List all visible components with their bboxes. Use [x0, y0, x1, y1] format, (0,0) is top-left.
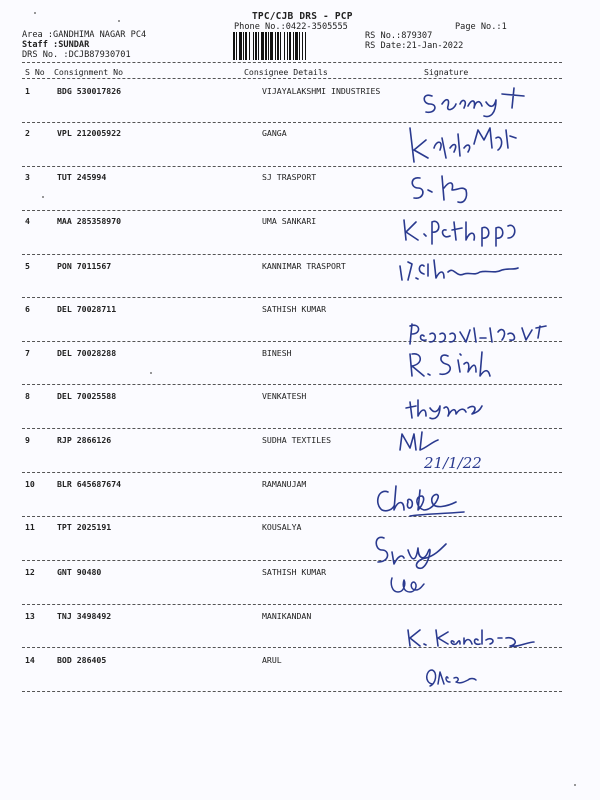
scan-speck: [150, 372, 152, 374]
row-consignee: VENKATESH: [262, 391, 307, 401]
signature-12: [388, 570, 428, 598]
row-divider: [22, 297, 562, 298]
barcode-bar: [295, 32, 298, 60]
row-sno: 13: [25, 611, 35, 621]
barcode-bar: [261, 32, 264, 60]
barcode-bar: [287, 32, 288, 60]
barcode-bar: [293, 32, 294, 60]
barcode-bar: [258, 32, 259, 60]
page-number: Page No.:1: [455, 22, 507, 32]
barcode-bar: [268, 32, 269, 60]
sheet-title: TPC/CJB DRS - PCP: [252, 11, 353, 22]
signature-9: [396, 428, 506, 474]
barcode-bar: [270, 32, 273, 60]
signature-8: [404, 392, 484, 422]
rs-date: RS Date:21-Jan-2022: [365, 41, 464, 51]
row-consignee: GANGA: [262, 128, 287, 138]
barcode-bar: [236, 32, 237, 60]
table-row: [0, 348, 600, 392]
barcode-bar: [245, 32, 247, 60]
signature-2: [400, 118, 525, 166]
row-consignee: KOUSALYA: [262, 522, 302, 532]
signature-4: [400, 212, 520, 246]
row-consignment: DEL 70028288: [57, 348, 117, 358]
scan-speck: [42, 196, 44, 198]
signature-5: [394, 252, 524, 286]
barcode: [232, 32, 358, 60]
row-sno: 12: [25, 567, 35, 577]
drs-number: DRS No. :DCJB87930701: [22, 50, 131, 60]
row-consignee: UMA SANKARI: [262, 216, 317, 226]
header-rule: [22, 78, 562, 79]
row-divider: [22, 516, 562, 517]
row-consignment: DEL 70028711: [57, 304, 117, 314]
row-consignment: BDG 530017826: [57, 86, 122, 96]
barcode-bar: [265, 32, 267, 60]
row-consignment: TNJ 3498492: [57, 611, 112, 621]
barcode-bar: [289, 32, 291, 60]
row-divider: [22, 384, 562, 385]
row-consignee: RAMANUJAM: [262, 479, 307, 489]
barcode-bar: [302, 32, 303, 60]
row-sno: 14: [25, 655, 35, 665]
barcode-bar: [249, 32, 250, 60]
row-consignee: ARUL: [262, 655, 282, 665]
signature-13: [402, 624, 542, 652]
row-consignment: GNT 90480: [57, 567, 102, 577]
col-header-consignment: Consignment No: [54, 67, 124, 77]
phone-number: Phone No.:0422-3505555: [234, 22, 348, 32]
row-consignment: DEL 70025588: [57, 391, 117, 401]
row-sno: 5: [25, 261, 30, 271]
row-consignee: MANIKANDAN: [262, 611, 312, 621]
row-consignment: PON 7011567: [57, 261, 112, 271]
row-consignment: BLR 645687674: [57, 479, 122, 489]
signature-10: [370, 480, 480, 524]
signature-6: [406, 318, 556, 348]
signature-3: [406, 172, 486, 206]
area-label: Area :GANDHIMA NAGAR PC4: [22, 30, 147, 40]
barcode-bar: [275, 32, 276, 60]
barcode-bar: [280, 32, 281, 60]
barcode-bar: [253, 32, 254, 60]
barcode-bar: [299, 32, 300, 60]
row-sno: 6: [25, 304, 30, 314]
row-consignee: SJ TRASPORT: [262, 172, 317, 182]
row-consignment: MAA 285358970: [57, 216, 122, 226]
row-sno: 8: [25, 391, 30, 401]
rs-number: RS No.:879307: [365, 31, 433, 41]
signature-1: [420, 84, 530, 120]
row-consignee: KANNIMAR TRASPORT: [262, 261, 346, 271]
row-divider: [22, 560, 562, 561]
row-consignment: TUT 245994: [57, 172, 107, 182]
row-consignee: BINESH: [262, 348, 292, 358]
col-header-signature: Signature: [424, 67, 469, 77]
row-divider: [22, 691, 562, 692]
header-rule: [22, 62, 562, 63]
row-consignee: SATHISH KUMAR: [262, 567, 327, 577]
row-sno: 11: [25, 522, 35, 532]
scan-speck: [34, 12, 36, 14]
row-sno: 7: [25, 348, 30, 358]
row-sno: 9: [25, 435, 30, 445]
barcode-bar: [233, 32, 235, 60]
col-header-sno: S No: [25, 67, 45, 77]
row-consignee: VIJAYALAKSHMI INDUSTRIES: [262, 86, 381, 96]
barcode-bar: [255, 32, 257, 60]
signature-14: [420, 664, 480, 692]
row-consignment: VPL 212005922: [57, 128, 122, 138]
row-sno: 3: [25, 172, 30, 182]
row-consignee: SUDHA TEXTILES: [262, 435, 332, 445]
scan-speck: [574, 784, 576, 786]
handwritten-date: 21/1/22: [424, 454, 482, 472]
row-consignee: SATHISH KUMAR: [262, 304, 327, 314]
row-divider: [22, 166, 562, 167]
barcode-bar: [243, 32, 244, 60]
barcode-bar: [239, 32, 242, 60]
col-header-consignee: Consignee Details: [244, 67, 328, 77]
row-sno: 4: [25, 216, 30, 226]
signature-7: [404, 346, 494, 382]
row-sno: 2: [25, 128, 30, 138]
barcode-bar: [277, 32, 279, 60]
row-sno: 10: [25, 479, 35, 489]
table-row: [0, 655, 600, 699]
row-sno: 1: [25, 86, 30, 96]
row-consignment: RJP 2866126: [57, 435, 112, 445]
row-divider: [22, 210, 562, 211]
row-divider: [22, 604, 562, 605]
row-consignment: TPT 2025191: [57, 522, 112, 532]
staff-label: Staff :SUNDAR: [22, 40, 90, 50]
barcode-bar: [305, 32, 306, 60]
barcode-bar: [284, 32, 285, 60]
row-consignment: BOD 286405: [57, 655, 107, 665]
scan-speck: [118, 20, 120, 22]
signature-11: [370, 528, 450, 572]
